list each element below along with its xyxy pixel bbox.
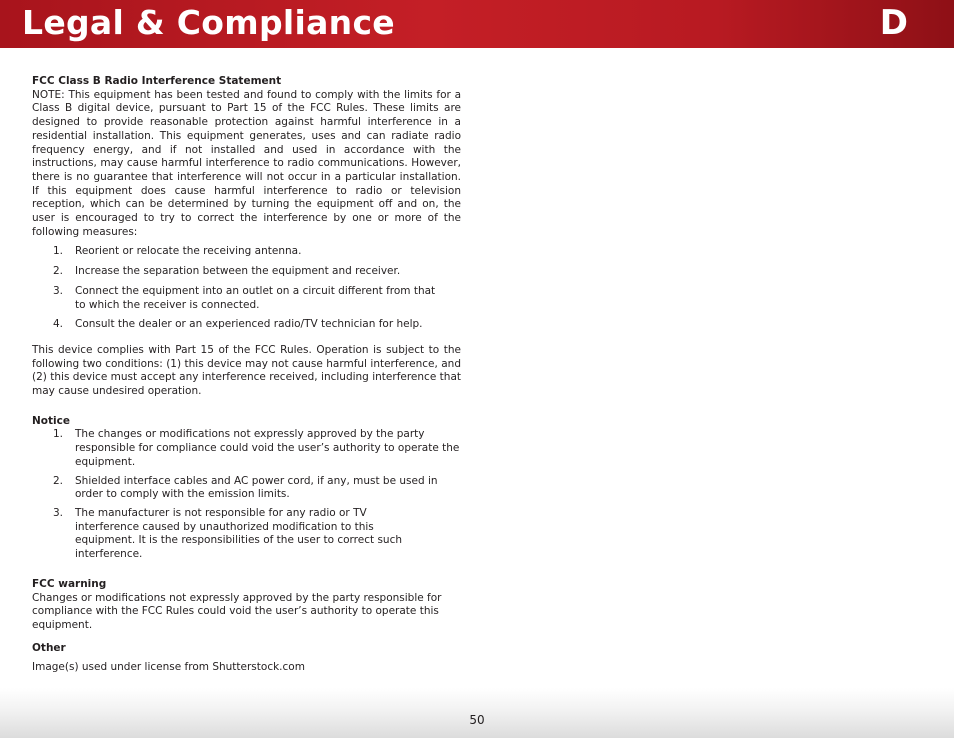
compliance-statement: This device complies with Part 15 of the FCC Rules. Operation is subject to the following two conditions: (1) this device may not cause harmful interference, and (2) this device must accept any interference received, including interference that may cause undesired operation. bbox=[32, 343, 461, 398]
list-number: 1. bbox=[53, 245, 64, 258]
list-number: 2. bbox=[53, 265, 64, 278]
list-item bbox=[32, 507, 461, 562]
appendix-letter: D bbox=[879, 3, 908, 43]
list-text: Reorient or relocate the receiving antenna. bbox=[75, 245, 302, 258]
fcc-warning-heading: FCC warning bbox=[32, 577, 107, 590]
notice-section bbox=[32, 415, 461, 562]
list-text: Increase the separation between the equipment and receiver. bbox=[75, 265, 401, 278]
list-item bbox=[32, 475, 461, 502]
list-text: The manufacturer is not responsible for any radio or TV interference caused by unauthorized modification to this equipment. It is the responsibilities of the user to correct such interference. bbox=[75, 506, 403, 561]
fcc-warning-section bbox=[32, 578, 461, 633]
list-number: 2. bbox=[53, 474, 64, 487]
list-item bbox=[32, 285, 461, 312]
other-body: Image(s) used under license from Shutterstock.com bbox=[32, 661, 305, 674]
fcc-class-b-body: NOTE: This equipment has been tested and found to comply with the limits for a Class B digital device, pursuant to Part 15 of the FCC Rules. These limits are designed to provide reasonable protection against harmful interference in a residential installation. This equipment generates, uses and can radiate radio frequency energy, and if not installed and used in accordance with the instructions, may cause harmful interference to radio communications. However, there is no guarantee that interference will not occur in a particular installation. If this equipment does cause harmful interference to radio or television reception, which can be determined by turning the equipment off and on, the user is encouraged to try to correct the interference by one or more of the following measures: bbox=[32, 88, 461, 238]
fcc-class-b-heading: FCC Class B Radio Interference Statement bbox=[32, 75, 282, 87]
list-text: Shielded interface cables and AC power cord, if any, must be used in order to comply with the emission limits. bbox=[75, 474, 438, 501]
notice-list bbox=[32, 428, 461, 561]
fcc-class-b-section bbox=[32, 75, 461, 399]
other-section bbox=[32, 642, 461, 675]
list-item bbox=[32, 245, 461, 259]
list-item bbox=[32, 318, 461, 332]
list-number: 1. bbox=[53, 428, 64, 441]
measures-list bbox=[32, 245, 461, 332]
list-number: 4. bbox=[53, 318, 64, 331]
list-text: The changes or modifications not expressly approved by the party responsible for compliance could void the user’s authority to operate the equipment. bbox=[75, 428, 460, 468]
list-item bbox=[32, 428, 461, 469]
content-column bbox=[32, 75, 461, 675]
other-heading: Other bbox=[32, 641, 66, 654]
list-item bbox=[32, 265, 461, 279]
fcc-warning-body: Changes or modifications not expressly approved by the party responsible for compliance with the FCC Rules could void the user’s authority to operate this equipment. bbox=[32, 591, 442, 631]
page-title: Legal & Compliance bbox=[22, 3, 395, 42]
list-number: 3. bbox=[53, 284, 64, 297]
list-number: 3. bbox=[53, 506, 64, 519]
notice-heading: Notice bbox=[32, 414, 70, 427]
header-banner bbox=[0, 0, 954, 48]
list-text: Connect the equipment into an outlet on a circuit different from that to which the receiver is connected. bbox=[75, 284, 436, 311]
list-text: Consult the dealer or an experienced radio/TV technician for help. bbox=[75, 318, 423, 331]
page-number: 50 bbox=[469, 713, 485, 727]
